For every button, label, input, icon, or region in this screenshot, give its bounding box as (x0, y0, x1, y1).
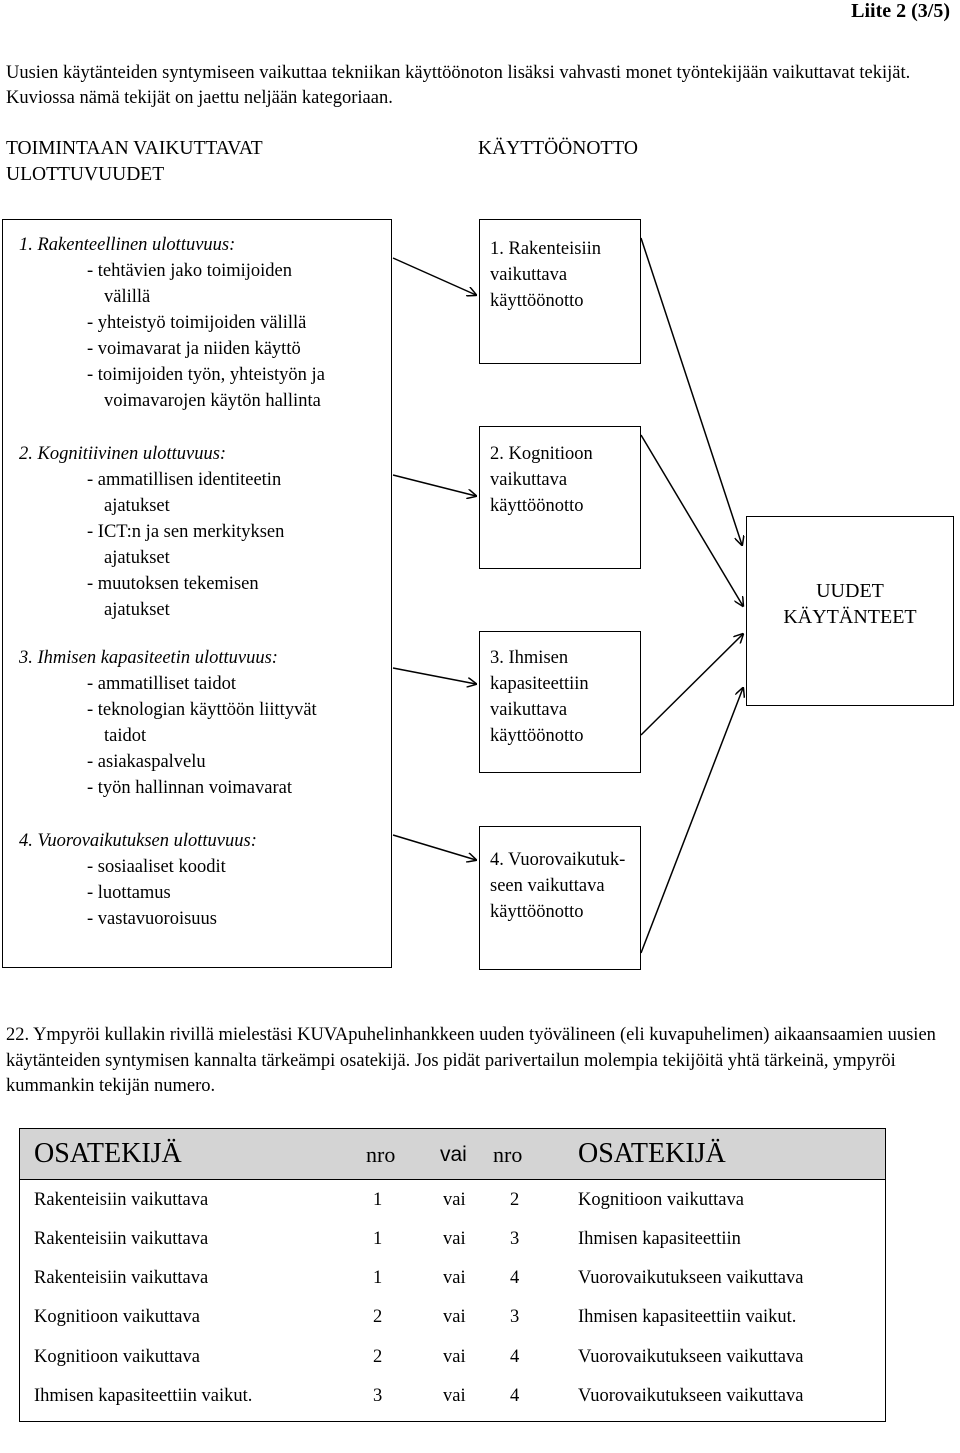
header-number-left: nro (366, 1142, 396, 1167)
implementation-text: vaikuttava (490, 265, 568, 285)
row6-factor-left[interactable]: Ihmisen kapasiteettiin vaikut. (34, 1386, 253, 1406)
row4-factor-left[interactable]: Kognitioon vaikuttava (34, 1307, 200, 1327)
question-22: 22. Ympyröi kullakin rivillä mielestäsi KUVApuhelinhankkeen uuden työvälineen (eli kuvapuhelimen) aikaansaamien uusien käytänteiden syntymisen kannalta tärkeämpi osatekijä. Jos pidät parivertailun molempia tekijöitä yhtä tärkeinä, ympyröi kummankin tekijän numero. (6, 1025, 936, 1096)
implementation-text: 4. Vuorovaikutuk- (490, 850, 626, 870)
dimension-item: - vastavuoroisuus (87, 909, 217, 929)
implementation-text: vaikuttava (490, 470, 568, 490)
dimension-item: - muutoksen tekemisen (87, 574, 259, 594)
left-column-heading-line2: ULOTTUVUUDET (6, 164, 165, 185)
implementation-text: käyttöönotto (490, 496, 584, 516)
implementation-text: 2. Kognitioon (490, 444, 593, 464)
row4-number-right[interactable]: 3 (510, 1307, 520, 1327)
row2-number-right[interactable]: 3 (510, 1229, 520, 1249)
row1-factor-right[interactable]: Kognitioon vaikuttava (578, 1190, 744, 1210)
dimension-item-cont: välillä (104, 287, 151, 307)
implementation-text: käyttöönotto (490, 902, 584, 922)
header-or: vai (440, 1143, 467, 1166)
row3-or: vai (443, 1268, 466, 1288)
appendix-label: Liite 2 (3/5) (851, 0, 950, 22)
new-practices-line2: KÄYTÄNTEET (783, 606, 917, 628)
row6-number-right[interactable]: 4 (510, 1386, 520, 1406)
implementation-text: 3. Ihmisen (490, 648, 569, 668)
header-number-right: nro (493, 1142, 523, 1167)
row4-number-left[interactable]: 2 (373, 1307, 383, 1327)
row4-factor-right[interactable]: Ihmisen kapasiteettiin vaikut. (578, 1307, 797, 1327)
dimension-item-cont: voimavarojen käytön hallinta (104, 391, 321, 411)
dimension-item: - luottamus (87, 883, 171, 903)
row4-or: vai (443, 1307, 466, 1327)
implementation-text: seen vaikuttava (490, 876, 605, 896)
row2-number-left[interactable]: 1 (373, 1229, 383, 1249)
arrow-dimension4-to-impl4 (393, 835, 476, 860)
dimension-title: 2. Kognitiivinen ulottuvuus: (19, 444, 227, 464)
dimension-item: - toimijoiden työn, yhteistyön ja (87, 365, 325, 385)
arrow-impl4-to-result (641, 688, 743, 953)
arrow-impl3-to-result (641, 634, 743, 735)
row3-factor-right[interactable]: Vuorovaikutukseen vaikuttava (578, 1268, 804, 1288)
new-practices-line1: UUDET (816, 580, 884, 602)
table-header-row (20, 1129, 885, 1180)
row2-factor-right[interactable]: Ihmisen kapasiteettiin (578, 1229, 741, 1249)
dimension-item: - asiakaspalvelu (87, 752, 206, 772)
arrow-impl2-to-result (641, 435, 743, 606)
dimension-item-cont: taidot (104, 726, 147, 746)
row5-factor-right[interactable]: Vuorovaikutukseen vaikuttava (578, 1347, 804, 1367)
row3-factor-left[interactable]: Rakenteisiin vaikuttava (34, 1268, 209, 1288)
row1-or: vai (443, 1190, 466, 1210)
arrow-dimension2-to-impl2 (393, 475, 476, 496)
right-column-heading: KÄYTTÖÖNOTTO (478, 138, 638, 159)
row6-number-left[interactable]: 3 (373, 1386, 383, 1406)
dimension-item-cont: ajatukset (104, 548, 170, 568)
header-factor-left: OSATEKIJÄ (34, 1138, 182, 1169)
dimension-item: - ammatillisen identiteetin (87, 470, 282, 490)
dimension-item: - ammatilliset taidot (87, 674, 236, 694)
dimension-item: - työn hallinnan voimavarat (87, 778, 292, 798)
row6-factor-right[interactable]: Vuorovaikutukseen vaikuttava (578, 1386, 804, 1406)
row1-number-right[interactable]: 2 (510, 1190, 520, 1210)
row5-number-left[interactable]: 2 (373, 1347, 383, 1367)
dimension-item: - voimavarat ja niiden käyttö (87, 339, 301, 359)
row6-or: vai (443, 1386, 466, 1406)
dimension-title: 3. Ihmisen kapasiteetin ulottuvuus: (19, 648, 278, 668)
left-column-heading-line1: TOIMINTAAN VAIKUTTAVAT (6, 138, 263, 159)
implementation-text: kapasiteettiin (490, 674, 589, 694)
arrow-dimension3-to-impl3 (393, 668, 476, 684)
row5-number-right[interactable]: 4 (510, 1347, 520, 1367)
row2-or: vai (443, 1229, 466, 1249)
implementation-text: käyttöönotto (490, 291, 584, 311)
row2-factor-left[interactable]: Rakenteisiin vaikuttava (34, 1229, 209, 1249)
row3-number-left[interactable]: 1 (373, 1268, 383, 1288)
dimension-item: - yhteistyö toimijoiden välillä (87, 313, 307, 333)
dimension-title: 4. Vuorovaikutuksen ulottuvuus: (19, 831, 257, 851)
dimension-item: - teknologian käyttöön liittyvät (87, 700, 317, 720)
row5-or: vai (443, 1347, 466, 1367)
row1-number-left[interactable]: 1 (373, 1190, 383, 1210)
dimension-item: - sosiaaliset koodit (87, 857, 226, 877)
arrow-dimension1-to-impl1 (393, 258, 476, 295)
dimension-item: - ICT:n ja sen merkityksen (87, 522, 285, 542)
implementation-text: 1. Rakenteisiin (490, 239, 601, 259)
dimension-item-cont: ajatukset (104, 496, 170, 516)
header-factor-right: OSATEKIJÄ (578, 1138, 726, 1169)
arrow-impl1-to-result (641, 238, 742, 545)
comparison-table (19, 1128, 886, 1422)
row3-number-right[interactable]: 4 (510, 1268, 520, 1288)
intro-paragraph: Uusien käytänteiden syntymiseen vaikuttaa tekniikan käyttöönoton lisäksi vahvasti monet työntekijään vaikuttavat tekijät. Kuviossa nämä tekijät on jaettu neljään kategoriaan. (6, 63, 911, 108)
implementation-text: käyttöönotto (490, 726, 584, 746)
dimension-title: 1. Rakenteellinen ulottuvuus: (19, 235, 236, 255)
dimension-item-cont: ajatukset (104, 600, 170, 620)
row1-factor-left[interactable]: Rakenteisiin vaikuttava (34, 1190, 209, 1210)
dimension-item: - tehtävien jako toimijoiden (87, 261, 292, 281)
row5-factor-left[interactable]: Kognitioon vaikuttava (34, 1347, 200, 1367)
implementation-text: vaikuttava (490, 700, 568, 720)
